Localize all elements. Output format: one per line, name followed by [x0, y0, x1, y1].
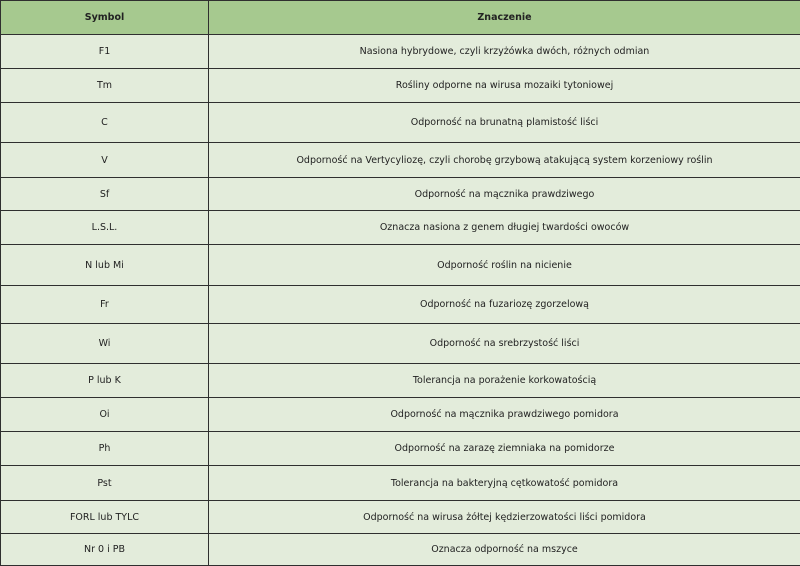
cell-meaning: Odporność na mącznika prawdziwego — [209, 178, 800, 211]
table-row — [1, 35, 800, 69]
table-row — [1, 103, 800, 143]
cell-meaning: Tolerancja na porażenie korkowatością — [209, 364, 800, 398]
cell-symbol: Pst — [1, 466, 209, 501]
cell-symbol: L.S.L. — [1, 211, 209, 245]
cell-meaning: Odporność na zarazę ziemniaka na pomidorze — [209, 432, 800, 466]
cell-symbol: Wi — [1, 324, 209, 364]
cell-meaning: Oznacza odporność na mszyce — [209, 534, 800, 566]
header-row — [1, 1, 800, 35]
cell-symbol: Oi — [1, 398, 209, 432]
cell-meaning: Rośliny odporne na wirusa mozaiki tytoniowej — [209, 69, 800, 103]
cell-symbol: P lub K — [1, 364, 209, 398]
cell-symbol: C — [1, 103, 209, 143]
cell-meaning: Nasiona hybrydowe, czyli krzyżówka dwóch, różnych odmian — [209, 35, 800, 69]
cell-symbol: N lub Mi — [1, 245, 209, 286]
cell-symbol: F1 — [1, 35, 209, 69]
cell-meaning: Odporność na brunatną plamistość liści — [209, 103, 800, 143]
table-row — [1, 178, 800, 211]
table-row — [1, 211, 800, 245]
cell-symbol: Ph — [1, 432, 209, 466]
cell-meaning: Tolerancja na bakteryjną cętkowatość pomidora — [209, 466, 800, 501]
cell-meaning: Odporność na fuzariozę zgorzelową — [209, 286, 800, 324]
cell-meaning: Odporność na mącznika prawdziwego pomidora — [209, 398, 800, 432]
table-header — [1, 1, 800, 35]
header-symbol: Symbol — [1, 1, 209, 35]
cell-meaning: Odporność roślin na nicienie — [209, 245, 800, 286]
table-row — [1, 69, 800, 103]
cell-symbol: Fr — [1, 286, 209, 324]
header-meaning: Znaczenie — [209, 1, 800, 35]
table-row — [1, 466, 800, 501]
cell-meaning: Odporność na srebrzystość liści — [209, 324, 800, 364]
table-body — [1, 35, 800, 566]
table-row — [1, 432, 800, 466]
table-row — [1, 245, 800, 286]
table-row — [1, 143, 800, 178]
cell-symbol: Sf — [1, 178, 209, 211]
table-row — [1, 501, 800, 534]
cell-symbol: V — [1, 143, 209, 178]
cell-symbol: Nr 0 i PB — [1, 534, 209, 566]
cell-meaning: Odporność na wirusa żółtej kędzierzowatości liści pomidora — [209, 501, 800, 534]
table-row — [1, 398, 800, 432]
cell-meaning: Odporność na Vertycyliozę, czyli chorobę grzybową atakującą system korzeniowy roślin — [209, 143, 800, 178]
table-row — [1, 534, 800, 566]
table-row — [1, 286, 800, 324]
cell-symbol: FORL lub TYLC — [1, 501, 209, 534]
table-row — [1, 364, 800, 398]
table-row — [1, 324, 800, 364]
cell-symbol: Tm — [1, 69, 209, 103]
cell-meaning: Oznacza nasiona z genem długiej twardości owoców — [209, 211, 800, 245]
